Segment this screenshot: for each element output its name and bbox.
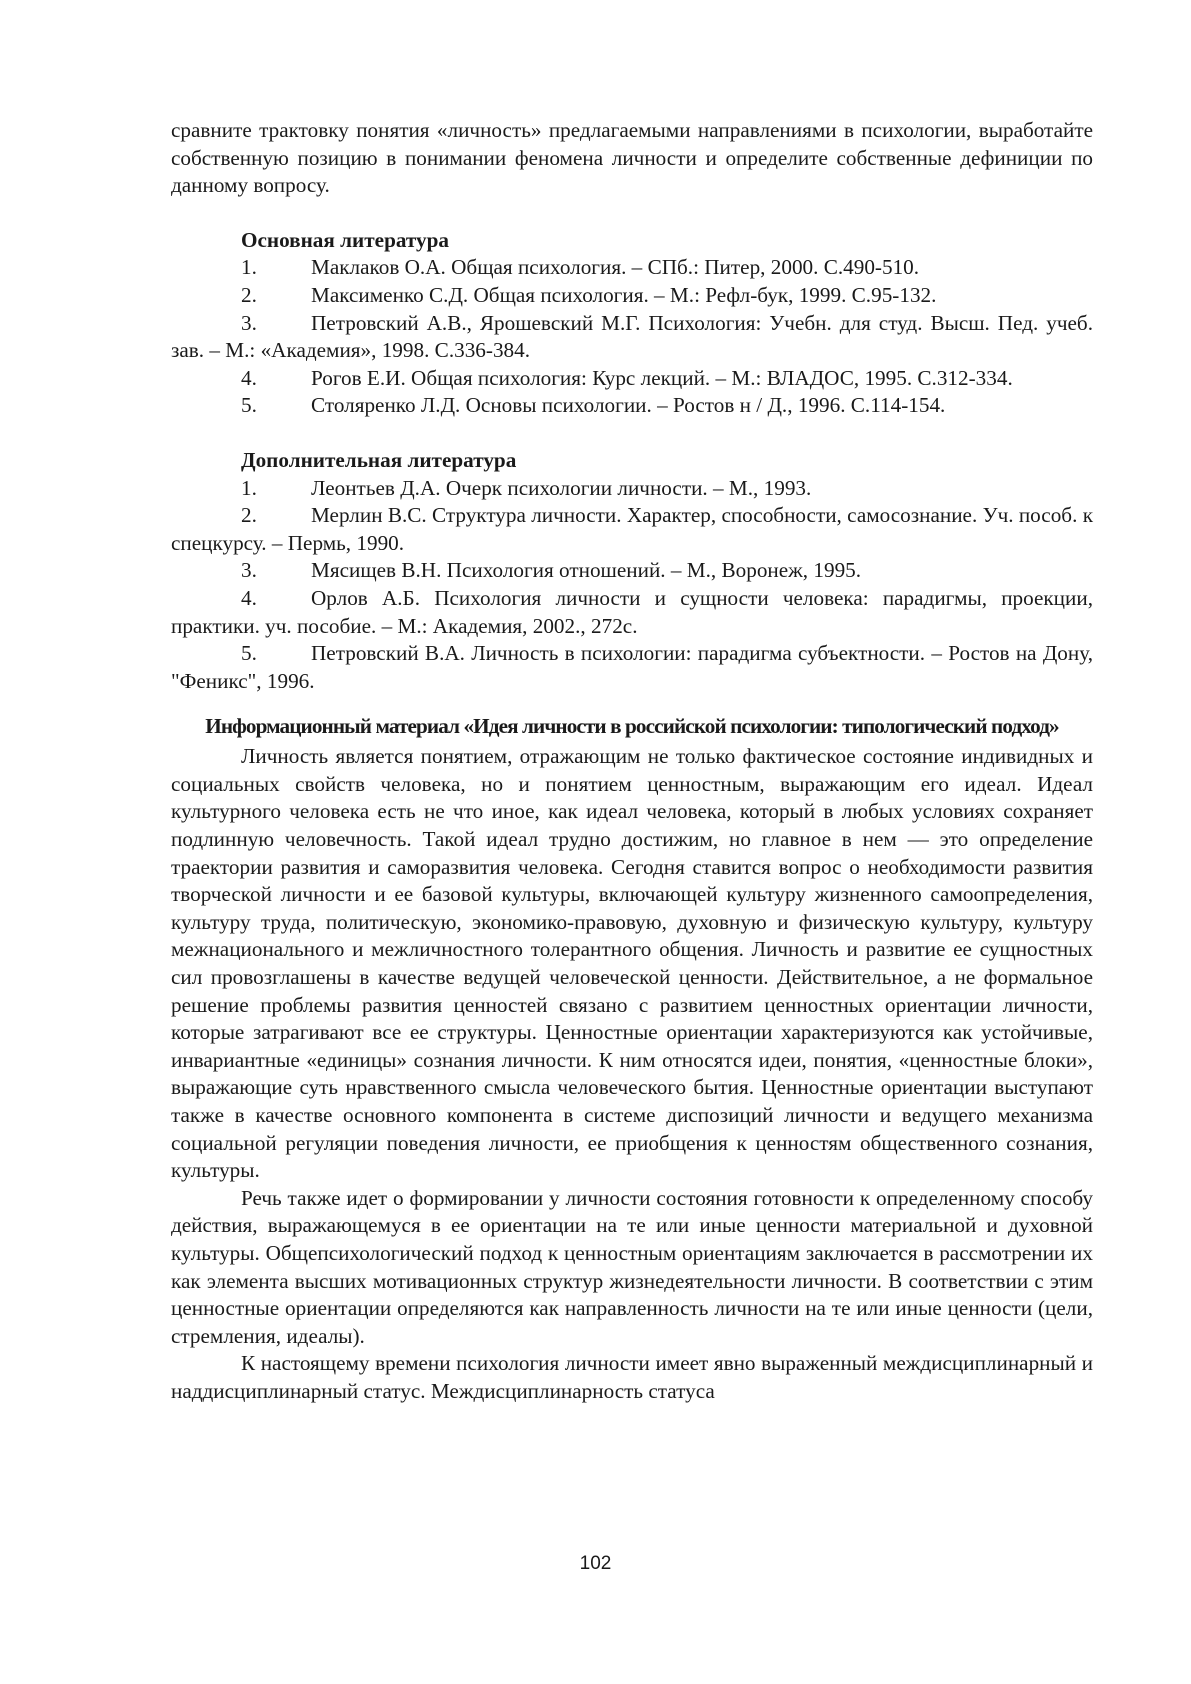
list-item-number: 5. <box>241 393 257 418</box>
list-item-number: 3. <box>241 310 257 335</box>
list-item-number: 5. <box>241 641 257 666</box>
main-literature-section <box>171 227 1093 420</box>
list-item-text: Леонтьев Д.А. Очерк психологии личности. – М., 1993. <box>311 475 812 500</box>
list-item-number: 4. <box>241 365 257 390</box>
list-item <box>171 310 1093 365</box>
list-item-text: Петровский В.А. Личность в психологии: парадигма субъектности. – Ростов на Дону, "Феникс", 1996. <box>171 641 1093 693</box>
list-item-number: 1. <box>241 475 257 500</box>
body-paragraph: К настоящему времени психология личности имеет явно выраженный междисциплинарный и наддисциплинарный статус. Междисциплинарность статуса <box>171 1351 1093 1403</box>
list-item-text: Маклаков О.А. Общая психология. – СПб.: Питер, 2000. С.490-510. <box>311 255 920 280</box>
list-item <box>171 282 1093 310</box>
list-item-text: Столяренко Л.Д. Основы психологии. – Ростов н / Д., 1996. С.114-154. <box>311 393 946 418</box>
list-item <box>171 254 1093 282</box>
list-item-text: Мерлин В.С. Структура личности. Характер, способности, самосознание. Уч. пособ. к спецкурсу. – Пермь, 1990. <box>171 503 1093 555</box>
list-item <box>171 475 1093 503</box>
main-literature-list <box>171 254 1093 420</box>
info-material-title: Информационный материал «Идея личности в российской психологии: типологический подход» <box>205 714 1059 739</box>
list-item-text: Мясищев В.Н. Психология отношений. – М., Воронеж, 1995. <box>311 558 862 583</box>
list-item <box>171 557 1093 585</box>
spacer <box>171 200 1093 227</box>
list-item-number: 4. <box>241 585 257 610</box>
main-literature-heading: Основная литература <box>241 227 449 252</box>
intro-paragraph: сравните трактовку понятия «личность» предлагаемыми направлениями в психологии, выработайте собственную позицию в понимании феномена личности и определите собственные дефиниции по данному вопросу. <box>171 118 1093 198</box>
body-paragraph: Личность является понятием, отражающим не только фактическое состояние индивидных и социальных свойств человека, но и понятием ценностным, выражающим его идеал. Идеал культурного человека есть не что иное, как идеал человека, который в любых условиях сохраняет подлинную человечность. Такой идеал трудно достижим, но главное в нем — это определение траектории развития и саморазвития человека. Сегодня ставится вопрос о необходимости развития творческой личности и ее базовой культуры, включающей культуру жизненного самоопределения, культуру труда, политическую, экономико-правовую, духовную и физическую культуру, культуру межнационального и межличностного толерантного общения. Личность и развитие ее сущностных сил провозглашены в качестве ведущей человеческой ценности. Действительное, а не формальное решение проблемы развития ценностей связано с развитием ценностных ориентации личности, которые затрагивают все ее структуры. Ценностные ориентации характеризуются как устойчивые, инвариантные «единицы» сознания личности. К ним относятся идеи, понятия, «ценностные блоки», выражающие суть нравственного смысла человеческого бытия. Ценностные ориентации выступают также в качестве основного компонента в системе диспозиций личности и ведущего механизма социальной регуляции поведения личности, ее приобщения к ценностям общественного сознания, культуры. <box>171 744 1093 1183</box>
body-paragraph: Речь также идет о формировании у личности состояния готовности к определенному способу действия, выражающемуся в ее ориентации на те или иные ценности материальной и духовной культуры. Общепсихологический подход к ценностным ориентациям заключается в рассмотрении их как элемента высших мотивационных структур жизнедеятельности личности. В соответствии с этим ценностные ориентации определяются как направленность личности на те или иные ценности (цели, стремления, идеалы). <box>171 1185 1093 1348</box>
list-item <box>171 502 1093 557</box>
page-number: 102 <box>579 1553 612 1574</box>
page-content <box>171 117 1093 1406</box>
additional-literature-list <box>171 475 1093 696</box>
additional-literature-section <box>171 447 1093 695</box>
list-item <box>171 392 1093 420</box>
list-item-text: Рогов Е.И. Общая психология: Курс лекций. – М.: ВЛАДОС, 1995. С.312-334. <box>311 365 1013 390</box>
additional-literature-heading: Дополнительная литература <box>241 447 517 472</box>
list-item <box>171 585 1093 640</box>
list-item-number: 3. <box>241 558 257 583</box>
list-item <box>171 640 1093 695</box>
list-item-number: 2. <box>241 282 257 307</box>
list-item-text: Максименко С.Д. Общая психология. – М.: Рефл-бук, 1999. С.95-132. <box>311 282 937 307</box>
info-material-body <box>171 743 1093 1405</box>
list-item-number: 1. <box>241 255 257 280</box>
list-item-text: Орлов А.Б. Психология личности и сущности человека: парадигмы, проекции, практики. уч. пособие. – М.: Академия, 2002., 272с. <box>171 585 1093 638</box>
list-item-number: 2. <box>241 503 257 528</box>
spacer <box>171 420 1093 447</box>
list-item-text: Петровский А.В., Ярошевский М.Г. Психология: Учебн. для студ. Высш. Пед. учеб. зав. – М.: «Академия», 1998. С.336-384. <box>171 310 1093 363</box>
list-item <box>171 365 1093 393</box>
